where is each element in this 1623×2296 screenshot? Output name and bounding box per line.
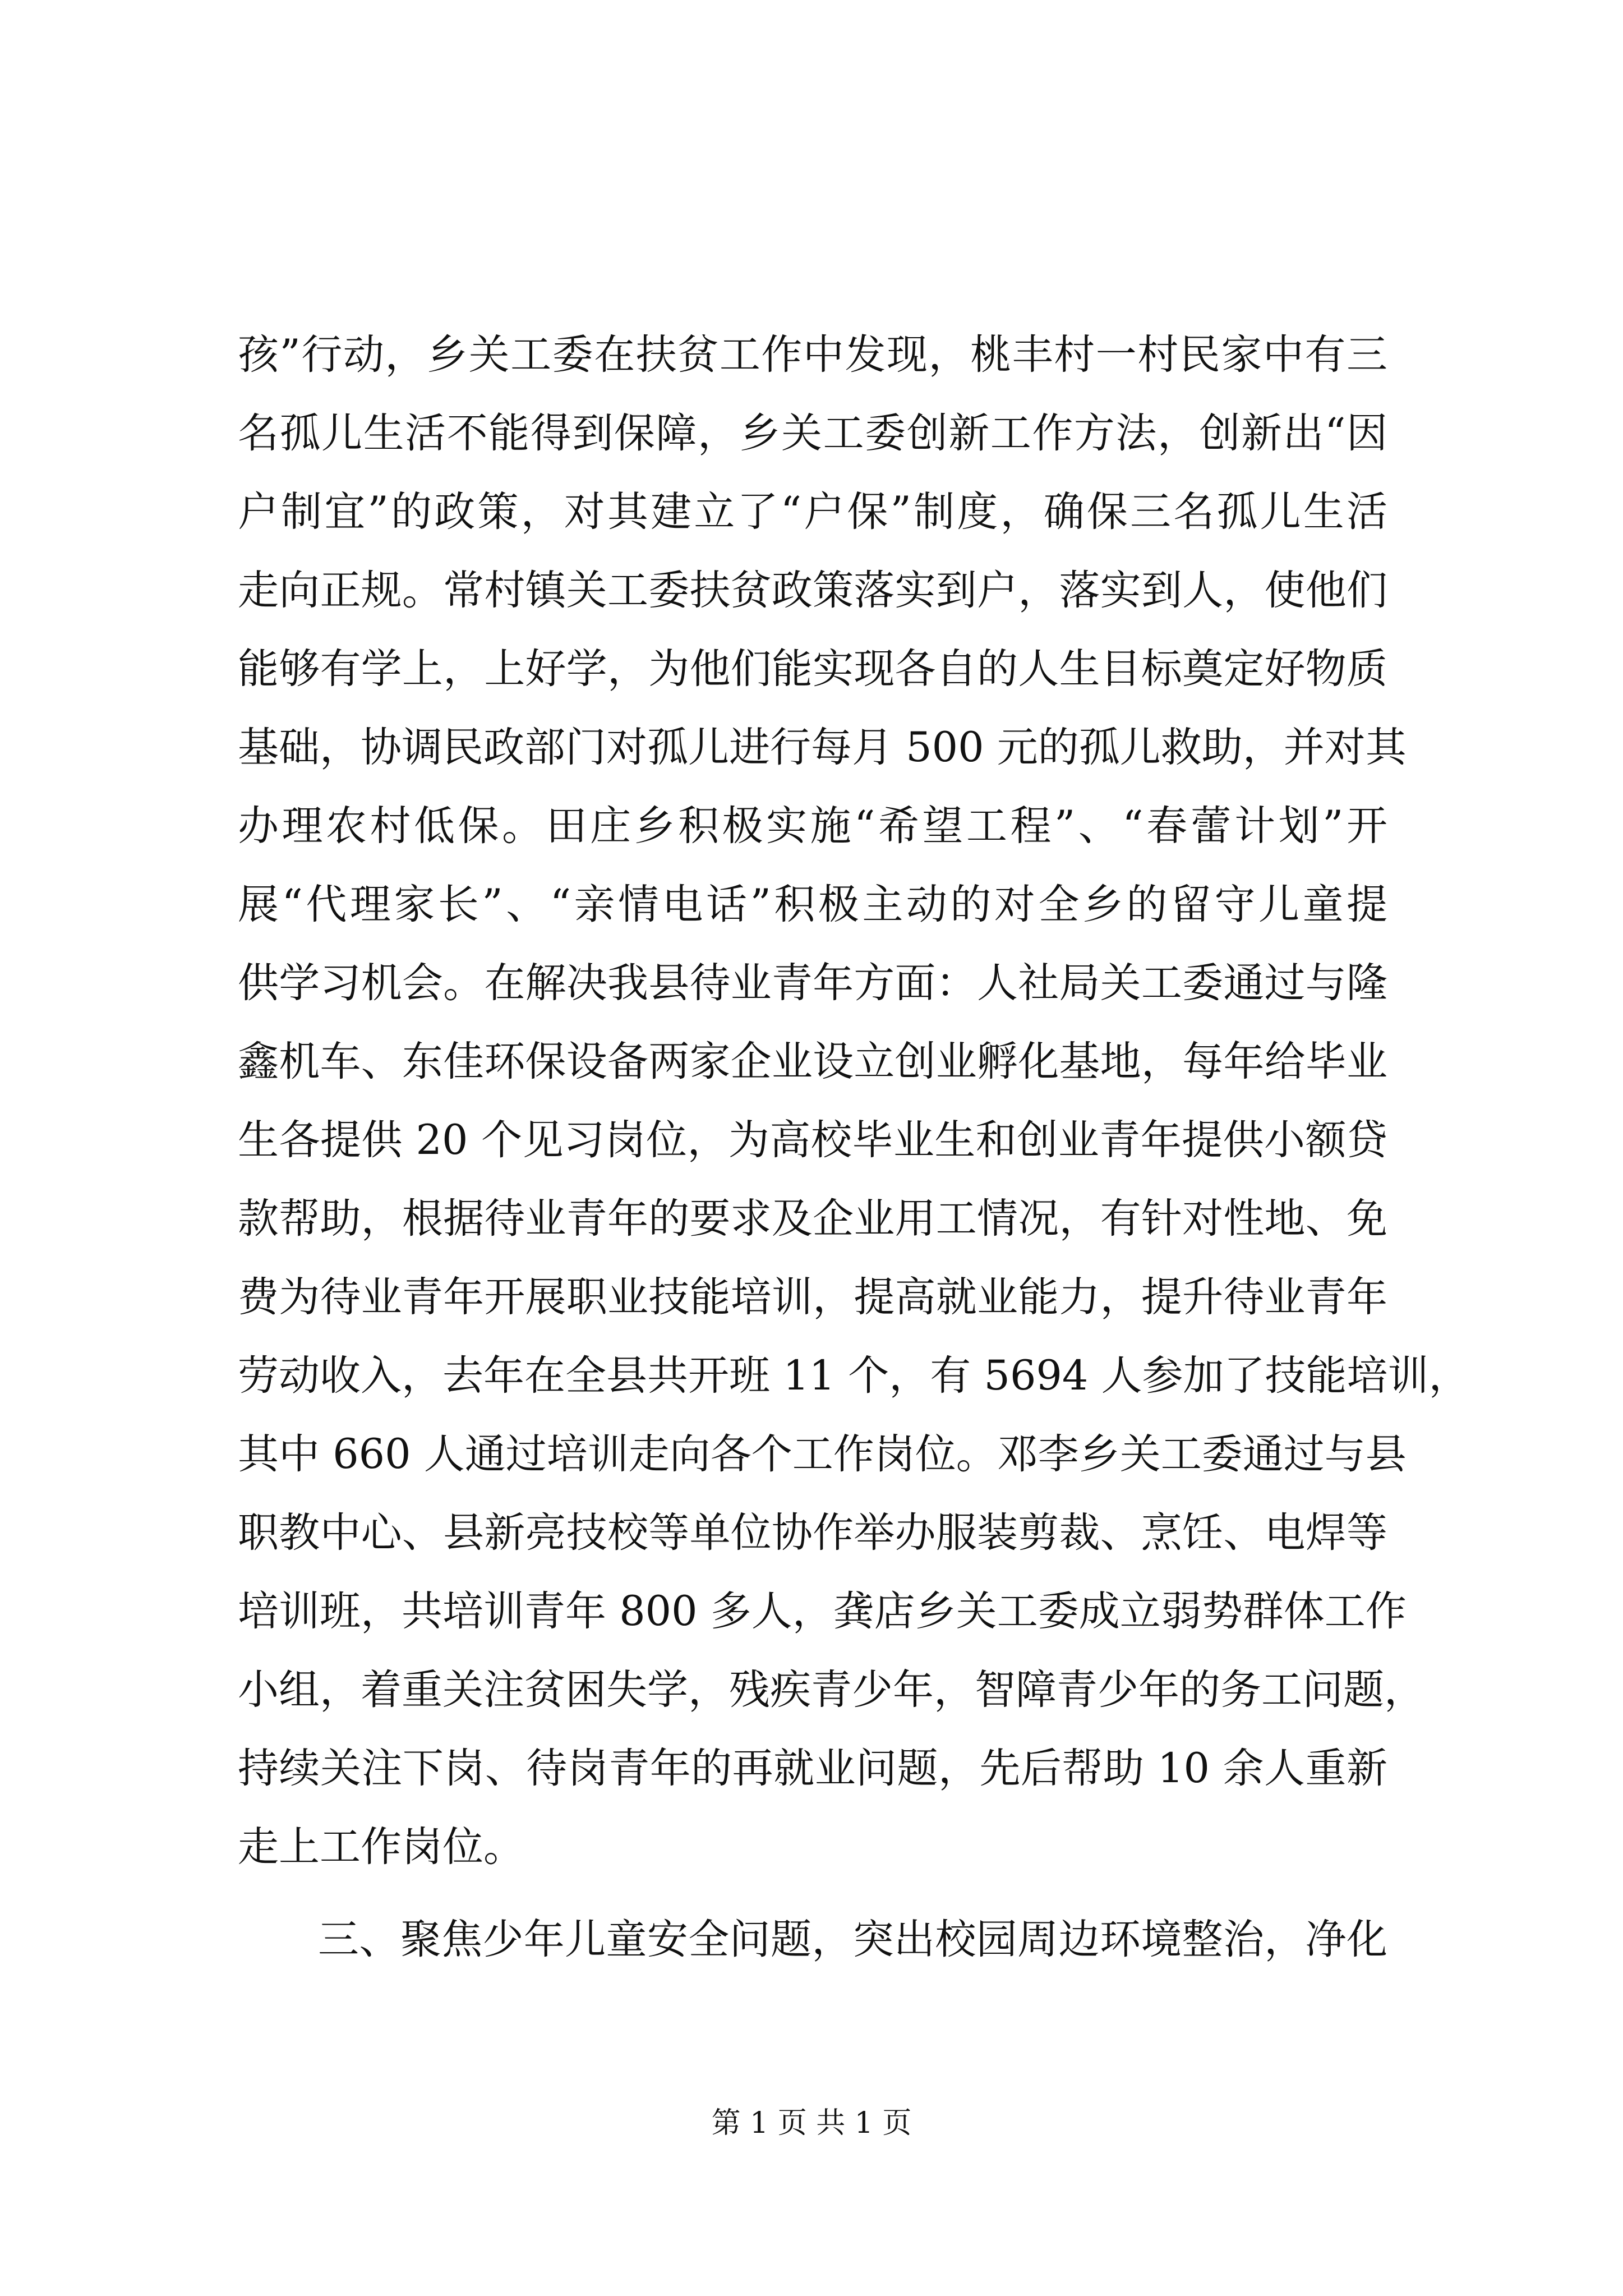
text-line: 职教中心、县新亮技校等单位协作举办服装剪裁、烹饪、电焊等: [238, 1509, 1387, 1557]
text-line: 费为待业青年开展职业技能培训，提高就业能力，提升待业青年: [238, 1273, 1387, 1321]
text-line: 户制宜”的政策，对其建立了“户保”制度，确保三名孤儿生活: [238, 488, 1387, 536]
text-line: 鑫机车、东佳环保设备两家企业设立创业孵化基地，每年给毕业: [238, 1038, 1387, 1085]
page-footer: 第 1 页 共 1 页: [711, 2106, 912, 2140]
text-line: 小组，着重关注贫困失学，残疾青少年，智障青少年的务工问题，: [238, 1666, 1425, 1714]
text-line: 走上工作岗位。: [238, 1823, 524, 1871]
text-line: 其中 660 人通过培训走向各个工作岗位。邓李乡关工委通过与县: [238, 1430, 1407, 1478]
text-line: 劳动收入，去年在全县共开班 11 个，有 5694 人参加了技能培训，: [238, 1352, 1470, 1400]
text-line: 展“代理家长”、“亲情电话”积极主动的对全乡的留守儿童提: [238, 881, 1387, 928]
text-line: 名孤儿生活不能得到保障，乡关工委创新工作方法，创新出“因: [238, 409, 1387, 457]
text-line: 生各提供 20 个见习岗位，为高校毕业生和创业青年提供小额贷: [238, 1116, 1387, 1164]
text-line: 款帮助，根据待业青年的要求及企业用工情况，有针对性地、免: [238, 1195, 1387, 1243]
text-line: 走向正规。常村镇关工委扶贫政策落实到户，落实到人，使他们: [238, 567, 1387, 614]
text-line: 持续关注下岗、待岗青年的再就业问题，先后帮助 10 余人重新: [238, 1745, 1387, 1792]
text-line: 培训班，共培训青年 800 多人，龚店乡关工委成立弱势群体工作: [238, 1588, 1407, 1635]
text-line: 基础，协调民政部门对孤儿进行每月 500 元的孤儿救助，并对其: [238, 724, 1407, 771]
text-line: 能够有学上，上好学，为他们能实现各自的人生目标奠定好物质: [238, 645, 1387, 693]
section-heading: 三、聚焦少年儿童安全问题，突出校园周边环境整治，净化: [318, 1916, 1387, 1963]
text-line: 办理农村低保。田庄乡积极实施“希望工程”、“春蕾计划”开: [238, 802, 1387, 850]
text-line: 供学习机会。在解决我县待业青年方面：人社局关工委通过与隆: [238, 959, 1387, 1007]
text-line: 孩”行动，乡关工委在扶贫工作中发现，桃丰村一村民家中有三: [238, 331, 1387, 379]
